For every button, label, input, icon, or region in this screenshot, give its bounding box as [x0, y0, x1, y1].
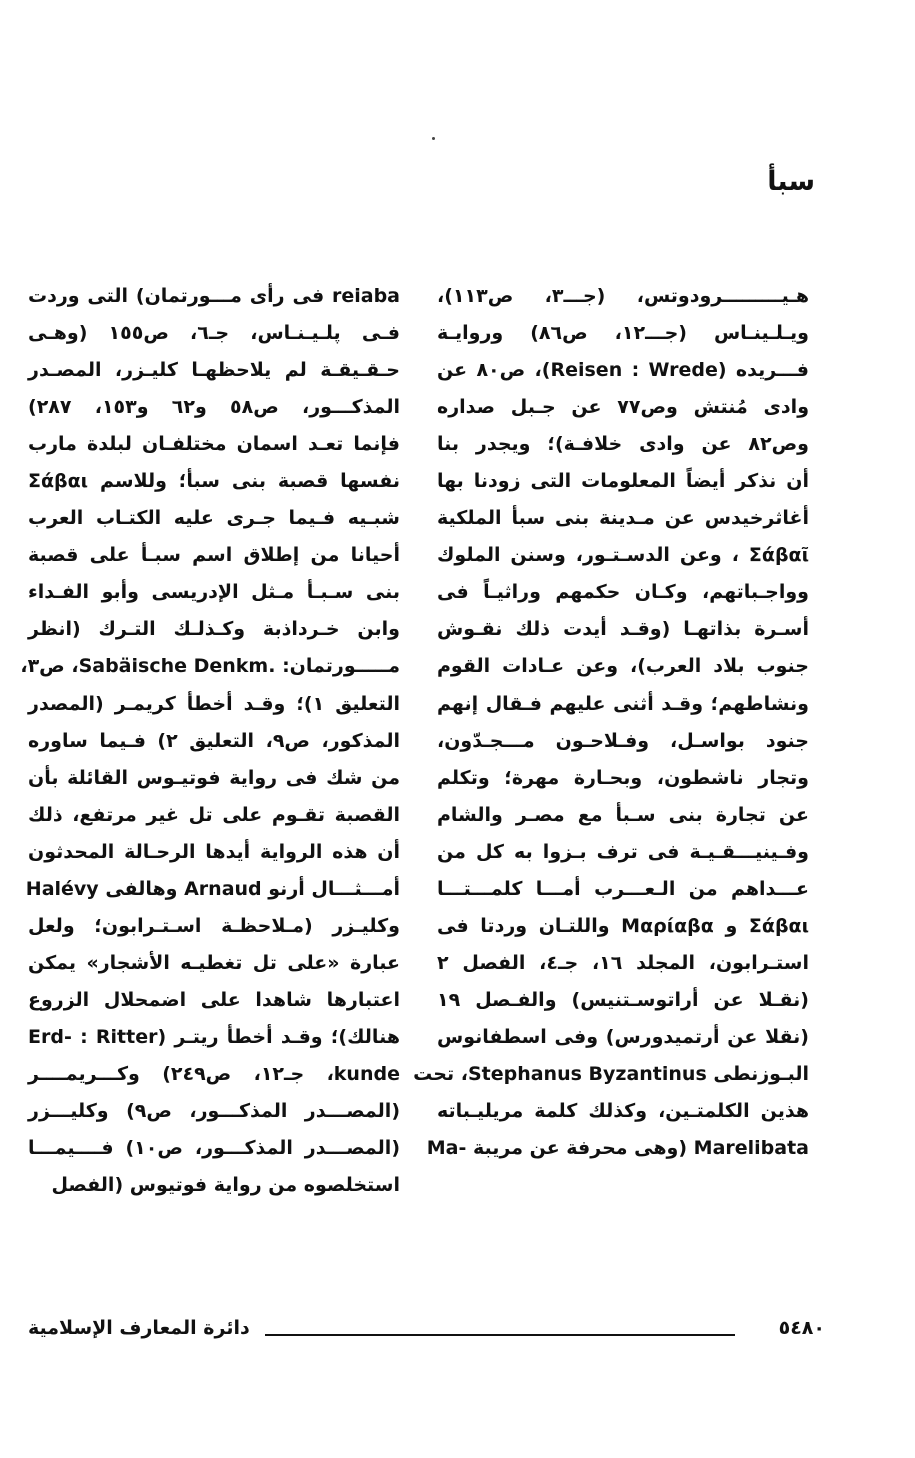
- right-column-line: عن تجارة بنى سـبأ مع مصـر والشام: [437, 803, 809, 826]
- footer-rule: [265, 1334, 735, 1336]
- right-column-line: (نقلا عن أرتميدورس) وفى اسطفانوس: [437, 1025, 809, 1048]
- right-column-line: وص٨٢ عن وادى خلافـة)؛ ويجدر بنا: [437, 433, 809, 456]
- page-footer: [28, 1317, 825, 1347]
- right-column-line: أن نذكر أيضاً المعلومات التى زودنا بها: [437, 470, 809, 493]
- right-column-line: هذين الكلمتـين، وكذلك كلمة مريليـباته: [437, 1100, 809, 1123]
- left-column-line: أحيانا من إطلاق اسم سبـأ على قصبة: [28, 544, 400, 567]
- right-column-line: أغاثرخيدس عن مـدينة بنى سبأ الملكية: [437, 507, 809, 530]
- right-column-line: ويـلـينـاس (جـــ١٢، ص٨٦) وروايـة: [437, 322, 809, 345]
- left-column-line: نفسها قصبة بنى سبأ؛ وللاسم Σάβαι: [28, 470, 400, 493]
- left-column-line: شبـيه فـيما جـرى عليه الكتـاب العرب: [28, 507, 400, 530]
- left-column-line: فـى پلـيـنـاس، جـ٦، ص١٥٥ (وهـى: [28, 322, 400, 345]
- left-column-line: عبارة «على تل تغطيـه الأشجار» يمكن: [28, 951, 400, 974]
- left-column-line: بنى سـبـأ مـثل الإدريسى وأبو الفـداء: [28, 581, 400, 604]
- left-column-line: هنالك)؛ وقـد أخطأ ريتـر (Erd- : Ritter: [28, 1025, 400, 1048]
- right-column-line: وفـينيـــقـيـة فى ترف بـزوا به كل من: [437, 840, 809, 863]
- right-column-line: هـيـــــــــرودوتس، (جـــ٣، ص١١٣)،: [437, 285, 809, 307]
- left-column-line: فإنما تعـد اسمان مختلفـان لبلدة مارب: [28, 433, 400, 456]
- left-column-line: أن هذه الرواية أيدها الرحـالة المحدثون: [28, 840, 400, 863]
- right-column-line: وادى مُنتش وص٧٧ عن جـبل صداره: [437, 396, 810, 419]
- right-column-line: استـرابون، المجلد ١٦، جـ٤، الفصل ٢: [437, 951, 809, 974]
- left-column-line: وابن خـرداذبة وكـذلـك التـرك (انظر: [28, 618, 400, 641]
- right-column-line: فـــريده (Reisen : Wrede)، ص٨٠ عن: [437, 359, 809, 382]
- left-column-line: المذكـــور، ص٥٨ و٦٢ و١٥٣، ٢٨٧): [28, 396, 400, 419]
- left-column-line: reiaba فى رأى مـــورتمان) التى وردت: [28, 285, 400, 307]
- right-column-line: أسـرة بذاتهـا (وقـد أيدت ذلك نقـوش: [437, 618, 809, 641]
- scan-speck: [432, 137, 435, 140]
- left-column-line: القصبة تقـوم على تل غير مرتفع، ذلك: [28, 803, 400, 826]
- right-column-line: جنوب بلاد العرب)، وعن عـادات القوم: [437, 655, 809, 678]
- left-column-line: حـقـيقـة لم يلاحظهـا كليـزر، المصـدر: [28, 359, 400, 382]
- left-column-line: اعتبارها شاهدا على اضمحلال الزروع: [28, 988, 400, 1011]
- left-column-line: وكليـزر (مـلاحظـة اسـتـرابون؛ ولعل: [28, 914, 400, 937]
- right-column-line: البـوزنطى Stephanus Byzantinus، تحت: [413, 1062, 809, 1085]
- left-column-line: (المصـــدر المذكـــور، ص٩) وكليـــزر: [28, 1100, 400, 1123]
- running-head: سبأ: [767, 166, 815, 197]
- right-column-line: وواجـباتهم، وكـان حكمهم وراثيـاً فى: [437, 581, 809, 604]
- page-number: ٥٤٨٠: [778, 1317, 825, 1339]
- right-column-line: Σάβαῖ ، وعن الدسـتـور، وسنن الملوك: [437, 544, 809, 567]
- left-column-line: مـــــورتمان: .Sabäische Denkm، ص٣،: [20, 655, 400, 678]
- right-column-line: وتجار ناشطون، وبحـارة مهرة؛ وتكلم: [437, 766, 809, 789]
- left-column-line: من شك فى رواية فوتيـوس القائلة بأن: [28, 766, 400, 789]
- right-column-line: Marelibata (وهى محرفة عن مريبة -Ma: [426, 1137, 809, 1160]
- right-column-line: Σάβαι و Μαρίαβα واللتـان وردتا فى: [437, 914, 809, 937]
- left-column-line: (المصـــدر المذكـــور، ص١٠) فــــيمـــا: [28, 1137, 400, 1160]
- left-column-line: kunde، جـ١٢، ص٢٤٩) وكـــريمــــر: [28, 1062, 400, 1085]
- left-column: [20, 278, 401, 1204]
- left-column-line: استخلصوه من رواية فوتيوس (الفصل: [51, 1174, 400, 1197]
- publication-title: دائرة المعارف الإسلامية: [28, 1317, 250, 1339]
- right-column-line: عـــداهم من الـعـــرب أمـــا كلمـــتـــا: [437, 877, 809, 900]
- left-column-line: التعليق ١)؛ وقـد أخطأ كريمـر (المصدر: [28, 692, 400, 715]
- left-column-line: المذكور، ص٩، التعليق ٢) فـيما ساوره: [28, 729, 401, 752]
- left-column-line: أمـــثـــال أرنو Arnaud وهالفى Halévy: [25, 877, 400, 900]
- right-column-line: جنود بواسـل، وفـلاحـون مـــجـدّون،: [437, 729, 809, 752]
- right-column: [413, 278, 810, 1167]
- right-column-line: (نقـلا عن أراتوسـتنيس) والفـصل ١٩: [437, 988, 809, 1011]
- right-column-line: ونشاطهم؛ وقـد أثنى عليهم فـقال إنهم: [437, 692, 809, 715]
